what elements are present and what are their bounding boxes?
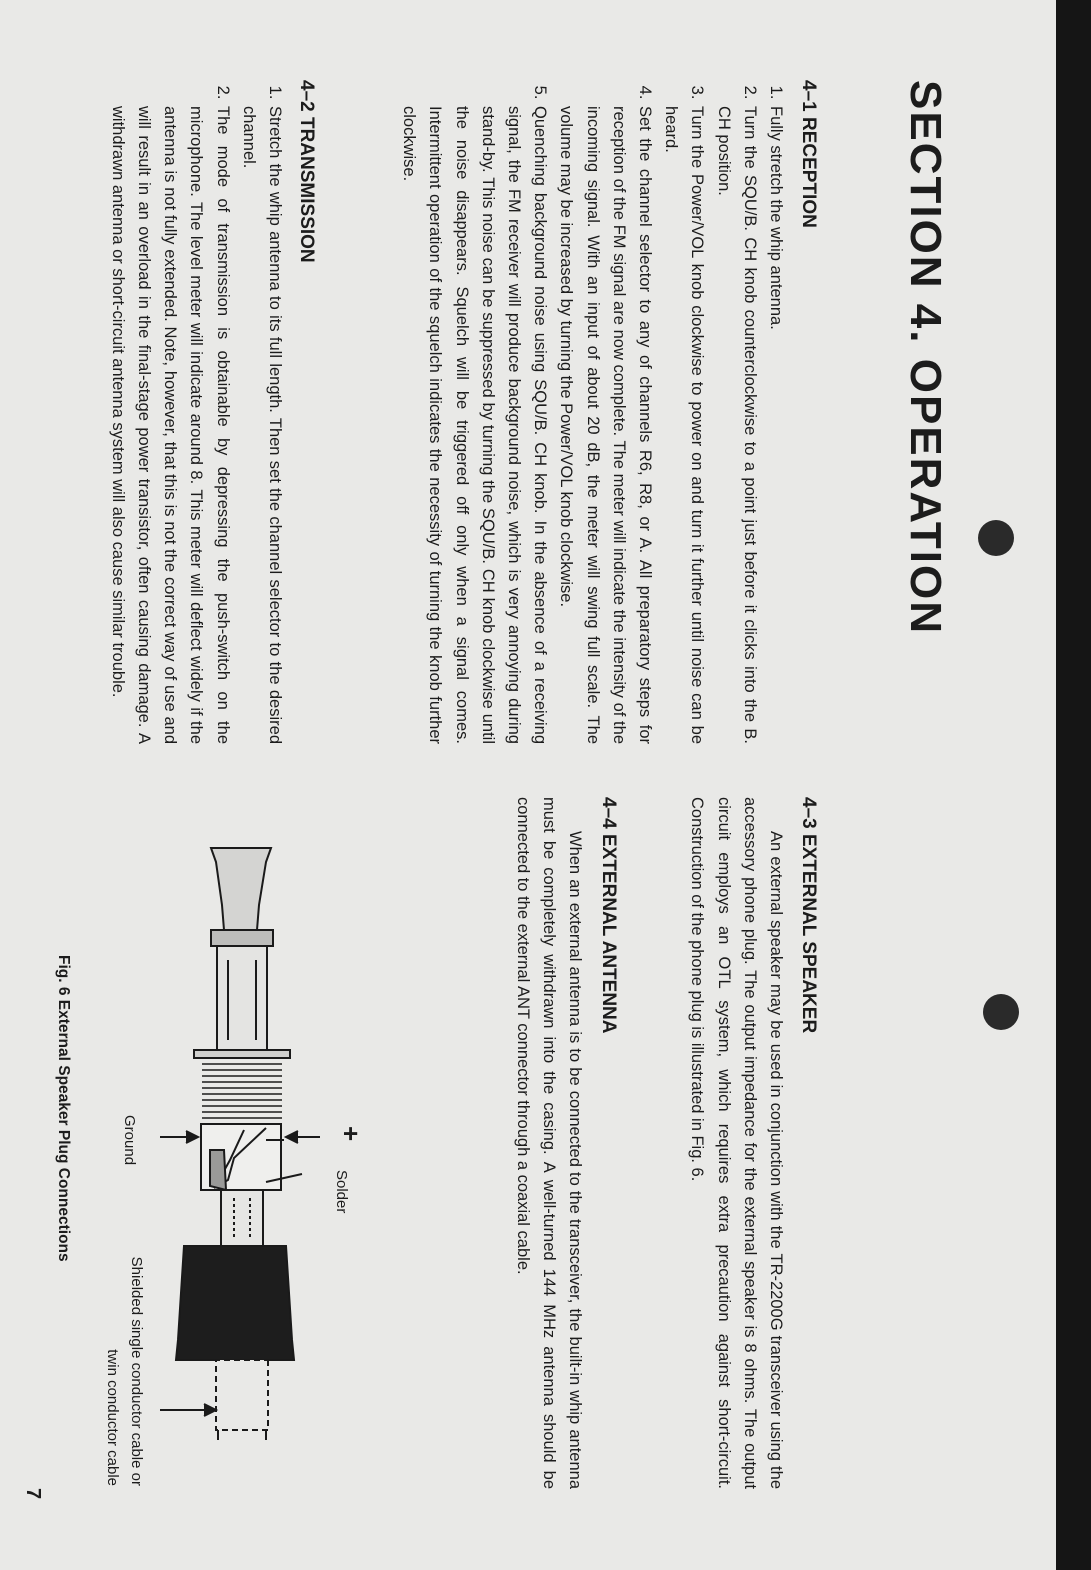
reception-step: 1. Fully stretch the whip antenna. (763, 104, 789, 744)
transmission-step: 2. The mode of transmission is obtainable by depressing the push-switch on the microphone. The level meter will indicate around 8. This meter will deflect widely if the antenna is not fully extended. Note, however, that this is not the correct way of use and will result in an overload in the final-stage power transistor, often causing damage. A withdrawn antenna or short-circuit antenna system will also cause similar trouble. (105, 104, 236, 744)
transmission-heading: 4–2 TRANSMISSION (296, 80, 317, 263)
ground-label: Ground (121, 1115, 138, 1166)
page-number: 7 (22, 1488, 44, 1500)
reception-step: 3. Turn the Power/VOL knob clockwise to power on and turn it further until noise can be heard. (658, 104, 710, 744)
reception-step: 2. Turn the SQU/B. CH knob counterclockwise to a point just before it clicks into the B. CH position. (710, 104, 762, 744)
plug-tip (211, 848, 271, 930)
external-speaker-heading: 4–3 EXTERNAL SPEAKER (798, 797, 819, 1034)
external-speaker-text: An external speaker may be used in conjunction with the TR-2200G transceiver using the accessory phone plug. The output impedance for the external speaker is 8 ohms. The output circuit employs an OTL system, which requires extra precaution against short-circuit. Construction of the phone plug is illustrated in Fig. 6. (688, 797, 785, 1489)
binding-edge (1056, 0, 1091, 1570)
cable-label: Shielded single conductor cable or twin conductor cable (104, 1256, 145, 1486)
plus-label: + (336, 1126, 366, 1142)
solder-joint (210, 1150, 226, 1190)
external-antenna-heading: 4–4 EXTERNAL ANTENNA (598, 797, 619, 1034)
external-antenna-text: When an external antenna is to be connected to the transceiver, the built-in whip antenna must be completely withdrawn into the casing. A well-turned 144 MHz antenna should be connected to the external ANT connector through a coaxial cable. (513, 797, 584, 1489)
solder-label: Solder (333, 1170, 350, 1214)
plug-flange (194, 1050, 290, 1058)
cable (216, 1360, 268, 1430)
reception-heading: 4–1 RECEPTION (798, 80, 819, 228)
cable-shield-braid (221, 1190, 263, 1246)
section-title: SECTION 4. OPERATION (901, 80, 950, 636)
reception-step: 4. Set the channel selector to any of channels R6, R8, or A. All preparatory steps for reception of the FM signal are now complete. The meter will indicate the intensity of the incoming signal. With an input of about 20 dB, the meter will swing full scale. The volume may be increased by turning the Power/VOL knob clockwise. (553, 104, 658, 744)
transmission-step: 1. Stretch the whip antenna to its full length. Then set the channel selector to the desired channel. (236, 104, 288, 744)
plug-handle (176, 1246, 294, 1360)
reception-step: 5. Quenching background noise using SQU/B. CH knob. In the absence of a receiving signal, the FM receiver will produce background noise, which is very annoying during stand-by. This noise can be suppressed by turning the SQU/B. CH knob clockwise until the noise disappears. Squelch will be triggered off only when a signal comes. Intermittent operation of the squelch indicates the necessity of turning the knob further clockwise. (396, 104, 553, 744)
plug-tip-insulator (211, 930, 273, 946)
plug-sleeve (217, 946, 267, 1050)
figure-caption: Fig. 6 External Speaker Plug Connections (55, 955, 72, 1262)
plug-thread (202, 1064, 282, 1118)
